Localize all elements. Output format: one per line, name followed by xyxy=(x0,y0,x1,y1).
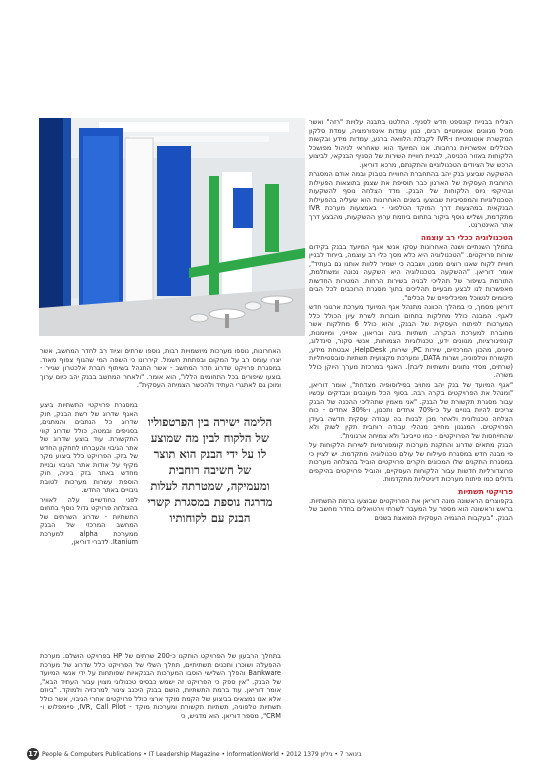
pull-quote: הלימה ישירה בין הפרטפוליו של הלקוח לבין מה שמוצע לו על ידי הבנק הוא תוצר של חשיבה רוחבית ומעמיקה, שמטרתה לעלות מדרגה נוספת במסגרת קשרי הבנק עם לקוחותיו xyxy=(147,415,273,525)
paragraph: במסגרת פרויקטי התשתיות ביצע האגף שדרוג של רשת הבנק, חוק שדרוג כל הנתבים והמתגים, בסניפים ובמטה, כולל שדרוג קווי התקשורת. עוד בוצע שדרוג של אתר הגיבוי והעברתו לתחקון החדש של בזק. הפרויקט כלל ביצוע מקר מקיף על אודות אתר הגיבוי ובניית מחדש באתר בזק ביניה, חוק הוספת עשרות מערכות לטובת גיבויים באתר החדש. xyxy=(40,401,138,494)
paragraph: בתמלך השנתיים ושנה האחרונות עסקו אנשי אגף המיועד בבנק בקידום שורות פרויקטים. "הטכנולוגיה היא כלא מסך כלי רב עוצמה, בייחוד לבניין חוויית לקוח שאנו רוצים ממנו, ושבבה כי ישמיר ללוות אותנו גם בעתיד", אומר דוריאן. "ההשקעה בטכנולוגיה היא השקעה נכונה ומשתלמת, התורמת בשיפור של תהליכי לבניה בשירות הרחות. המטרות החדשות מאפשרות לנו לבצע מבעיים תהליכים בתוך מסגרת הרוכבים לכל הבים פיכומים לנשוכל מפיכליפיים של הכלים". xyxy=(309,242,513,302)
paragraph: הצליח בבניית קונספט חדש לסניף. החלטנו בתבנה עלויות "רזה" ואשר מכיל מגוונים אוטומטיים רבים, כגון עמדות אינפורמציה, עמדת סלקון המקשרת אוטומטיית ו-IVR לקבלת הלוואה ברגע, עמדות מידע ובקשות הכוללים אפשרויות נרחבות. אנו המיועד הוא שאחראי לניהול מפושכל הלקוחות באזור הכניסה, לבניית חוויית השירות של הסניף הבנקאי, לביצוע הרכש של הציודים הטכנולוגיים והתקנתם, מרכא דוריאן. xyxy=(309,118,513,169)
publication-line: People & Computers Publications • IT Leadership Magazine • InformationWorld • 2012 בינואר 7 • גיליון 1379 xyxy=(42,750,362,758)
section-heading: פרויקטי תשתיות xyxy=(458,486,513,496)
branch-interior-illustration xyxy=(39,118,305,336)
section-heading: הטכנולוגיה ככלי רב עוצמה xyxy=(420,232,513,242)
right-column xyxy=(309,118,513,523)
page-number: 17 xyxy=(28,750,38,758)
paragraph: "אגף המיועד של בנק יהב מחויב בפילוסופיה מצדחת", אומר דוריאן, "ומנהל את הפרויקטים בקרה רבה. בסוף הכל מעוגבים ונבדקים עכשיו עבור מסגרת תקשורת של הבנק. "אני מאמין שתהליכי ההכנה של הבנק צריכים להיות בנויים על כ-70% אחדים ותכנון, ו-30% אחדים - כוח הצלחה טכנולוגית ולאחר מכן לבנות בה עבודה עסקית חדשה בעידן הפרויקטים. המנגנון מחייב מנהלי עבודה רוחבית תקין לשוק ולא שהתייחסות של הפרויקטים - כמו טייבינג' ולא צמיחה ארגונית". xyxy=(309,380,513,440)
bank-branch-photo xyxy=(39,118,305,336)
side-column xyxy=(40,401,138,547)
paragraph: בקפוצרים הראשונה מונה דוריאן את הפרויקטים שבוצעו ברמת התשתיות. בראש וראשונה הוא מספר על המעבר לשרתי וירטואלים בחדר מחשב של הבנק. "בעקבות ההגמיה העסקית המואצת בשנים xyxy=(309,496,513,522)
paragraph: לפני כחודשיים עלה לאוויר בהצלחה פרויקט גדול נוסף בתחום התשתיות - שדרוג השרתים של המחשב המרכזי של הבנק ממערכת alpha למערכת Itanium. לדברי דוריאן, xyxy=(40,495,138,546)
paragraph: דוריאן מסמך, כי במהלך הכוונה מתנהל אגף המיועד מערכת ארגוני חדש לאגף. המבנה כולל מחלקות בתחום חוברות לשרת עיון הכולל כלל המערכות לפיתוח העסקית של הבנק, והוא כולל 6 מחלקות אשר מחוברת למערכת הבקרה. תשתיות בינה ובריאון, אפייני, ומיומנות, קונפיגורציות, מגוונים ידע, טכנולוגיות הצמוחות, אנשי סקור, סינדלוג, סיונים, מהכון המרכזיים, שירות PC, שירות, HelpDesk, אבטחת מידע, תקשורת וטלפוניה, ושרות DATA, ומערכת מקצועית תשתיות סובסטיתליות (שרתים, מסדי נתונים ותשתיות ליבת). האגף במרכזת מערך היוקן כולל משרה. xyxy=(309,303,513,379)
paragraph: בתחלך הרבעון של הפרויקט הותקנו כ-200 שרתים של HP בפרויקט הושלם. מערכת ההפעלה ושוכרו ותכנים תשתיתיים, תחלך השלי של הפרויקט כלל שדרוג של מערכת Bankware והפלך השלישי הוסבו המערכות הבנקאיות שפותחות על ידי אנשי המיועד של הבנק. "אין ספק כי הפרויקט זה ישמש כבסיס טכנולוגי מצוין עבור העתיד הבא", אומר דוריאן. עוד ברמת התשתיות, הושם בבנק היכנב צינור למרכזיה ולמוקד. "ביוזם אלא אנו נמצאים בביצוע של הקמת מוקד ארצי כולל פרויקטים אחרי הגיבוי, אשר כולל תשתיות טלפוניה, תשתיות תקשורת ומערכות מוקד - IVR, Call Pilot, סיימפלוש ו-CRM", מספר דוריאן. הוא מדגיש, כי xyxy=(40,652,281,720)
page-footer xyxy=(27,747,517,761)
left-top-paragraph xyxy=(40,347,281,390)
left-bottom-paragraph xyxy=(40,652,281,720)
paragraph: האחרונות, נוספו מערכות מיושמויות רבות, נוספו שרתים וציוד רב לחדר המחשב, אשר יצרו עומס רב על המקום ובפתחת חשמל. קיררונו כי השפה המי שהגוף צפוף מאוד. במסגרת פרויקט שדרוג חדר המחשב - אשר התנהל בשיתוף חברת אלכטרון שגייר - בוצעו שיפורים בכל התחומים הללו", הוא אומר. "ולאחר המחשב בבנק יהב כיום ערוך ומוכן גם לאתגרי העתיד ולהכשר הצמיחה העסקית". xyxy=(40,347,281,389)
paragraph: הבנק מתאים שדרוג והתקנת מערכות קומפורמיות לשירות הלקוחות על פי מבנה חדש במסגרת פעילות של עולם טכנולוגיה מתקדמת. יש לציין כי במסגרת התקנים שלו המכונים חקרים פרויקטים הוביל בהצלחה מערכות פרוצדורליות חדשות עבור הלקוחות העסקיים, והוביל פרויקטים בהיקפים גדולים כמו פיתוח מערכות דיגיטליות מתקדמות. xyxy=(309,441,513,483)
paragraph: ההשקעה שביצע בנק יהב בהתחברת החוויית בטבוק ובמה אודם המסגרת הרוחבית העסקית של הארגון כבר תוסיפת את שצמן בתוצאות הפעילות ובהיקפי ניוס הלקוחות של הבנק. מדד הצלחה נוסף להשקעות הטכנולוגיות והמפסיביות שבוצעו בשנים האחרונות הוא שעליה בהפעילות הבנקאית במהצעות דרך המוקד הטלפוני - באמצעות מערכת IVR מתקדמת, ושליש נוסף ביקור בתחום ביוזמת ערוץ ההשקעות, מהבצע דרך אתר האינטרנט. xyxy=(309,170,513,229)
